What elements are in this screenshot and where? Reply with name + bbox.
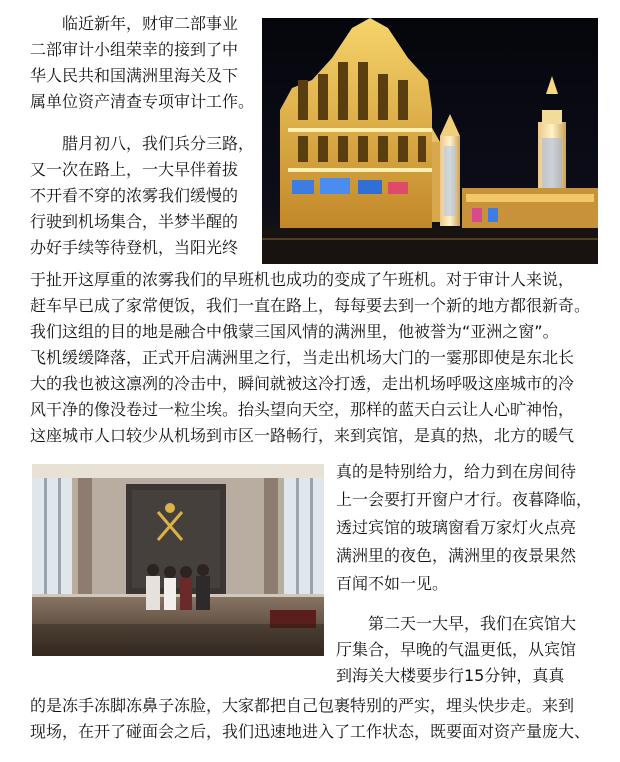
text-line: 风干净的像没卷过一粒尘埃。抬头望向天空，那样的蓝天白云让人心旷神怡， (30, 400, 575, 419)
text-line: 办好手续等待登机，当阳光终 (30, 238, 239, 257)
text-line: 现场，在开了碰面会之后，我们迅速地进入了工作状态，既要面对资产量庞大、 (30, 722, 591, 741)
text-line: 腊月初八，我们兵分三路， (62, 134, 255, 153)
text-line: 华人民共和国满洲里海关及下 (30, 66, 239, 85)
text-line: 飞机缓缓降落，正式开启满洲里之行，当走出机场大门的一霎那即使是东北长 (30, 348, 575, 367)
text-line: 大的我也被这凛冽的冷击中，瞬间就被这冷打透，走出机场呼吸这座城市的冷 (30, 374, 575, 393)
text-line: 属单位资产清查专项审计工作。 (30, 92, 255, 111)
text-line: 二部审计小组荣幸的接到了中 (30, 40, 239, 59)
text-line: 真的是特别给力，给力到在房间待 (336, 462, 577, 481)
text-line: 于扯开这厚重的浓雾我们的早班机也成功的变成了午班机。对于审计人来说， (30, 270, 575, 289)
text-line: 上一会要打开窗户才行。夜暮降临， (336, 490, 593, 509)
text-line: 不开看不穿的浓雾我们缓慢的 (30, 186, 239, 205)
text-line: 的是冻手冻脚冻鼻子冻脸，大家都把自己包裹特别的严实，埋头快步走。来到 (30, 696, 575, 715)
text-line: 百闻不如一见。 (336, 574, 449, 593)
text-line: 行驶到机场集合，半梦半醒的 (30, 212, 239, 231)
text-line: 透过宾馆的玻璃窗看万家灯火点亮 (336, 518, 577, 537)
night-building-photo (262, 18, 598, 264)
text-line: 第二天一大早，我们在宾馆大 (368, 614, 577, 633)
lobby-group-photo (32, 464, 324, 656)
text-line: 到海关大楼要步行15分钟，真真 (336, 666, 565, 685)
text-line: 厅集合，早晚的气温更低，从宾馆 (336, 640, 577, 659)
text-line: 这座城市人口较少从机场到市区一路畅行，来到宾馆，是真的热，北方的暖气 (30, 426, 575, 445)
text-line: 满洲里的夜色，满洲里的夜景果然 (336, 546, 577, 565)
text-line: 又一次在路上，一大早伴着拔 (30, 160, 239, 179)
text-line: 临近新年，财审二部事业 (62, 14, 239, 33)
text-line: 我们这组的目的地是融合中俄蒙三国风情的满洲里，他被誉为“亚洲之窗”。 (30, 322, 559, 341)
text-line: 赶车早已成了家常便饭，我们一直在路上，每每要去到一个新的地方都很新奇。 (30, 296, 591, 315)
